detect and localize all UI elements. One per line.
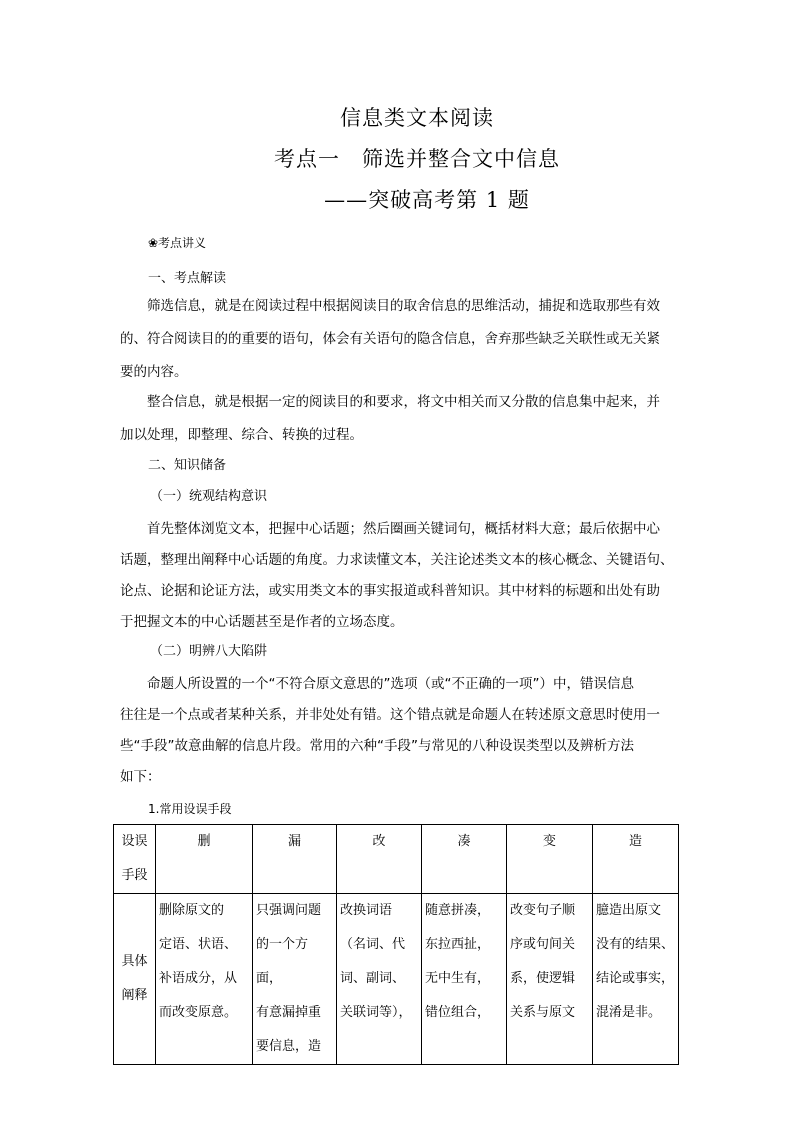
row-label: 具体 阐释 — [114, 894, 156, 1065]
table-cell: 改换词语 （名词、代 词、副词、 关联词等）， — [337, 894, 422, 1065]
subsection-heading: （一）统观结构意识 — [150, 489, 268, 504]
lecture-label: ❀考点讲义 — [148, 236, 207, 250]
subsection-heading: （二）明辨八大陷阱 — [150, 644, 268, 659]
paragraph-line: 加以处理，即整理、综合、转换的过程。 — [120, 427, 363, 443]
table-row — [114, 894, 679, 1065]
paragraph-line: 筛选信息，就是在阅读过程中根据阅读目的取舍信息的思维活动，捕捉和选取那些有效 — [120, 298, 660, 314]
column-header: 删 — [156, 825, 253, 894]
paragraph-line: 命题人所设置的一个“不符合原文意思的”选项（或“不正确的一项”）中，错误信息 — [120, 676, 634, 692]
table-cell: 只强调问题 的一个方面， 有意漏掉重 要信息，造 — [253, 894, 337, 1065]
paragraph-line: 的、符合阅读目的的重要的语句，体会有关语句的隐含信息，舍弃那些缺乏关联性或无关紧 — [120, 331, 660, 347]
column-header: 凑 — [422, 825, 507, 894]
column-header: 改 — [337, 825, 422, 894]
paragraph-line: 论点、论据和论证方法，或实用类文本的事实报道或科普知识。其中材料的标题和出处有助 — [120, 583, 660, 599]
table-caption: 1.常用设误手段 — [148, 802, 232, 816]
paragraph-line: 要的内容。 — [120, 364, 188, 380]
error-methods-table — [113, 824, 679, 1065]
section-1-heading: 一、考点解读 — [148, 271, 227, 286]
column-header: 造 — [593, 825, 679, 894]
column-header: 漏 — [253, 825, 337, 894]
paragraph-line: 往往是一个点或者某种关系，并非处处有错。这个错点就是命题人在转述原文意思时使用一 — [120, 707, 660, 723]
paragraph-line: 首先整体浏览文本，把握中心话题；然后圈画关键词句，概括材料大意；最后依据中心 — [120, 521, 660, 537]
table-cell: 臆造出原文 没有的结果、 结论或事实， 混淆是非。 — [593, 894, 679, 1065]
column-header: 变 — [507, 825, 593, 894]
document-title: 信息类文本阅读 — [340, 106, 494, 130]
table-cell: 随意拼凑， 东拉西扯， 无中生有， 错位组合， — [422, 894, 507, 1065]
paragraph-line: 如下： — [120, 769, 161, 785]
paragraph-line: 整合信息，就是根据一定的阅读目的和要求，将文中相关而又分散的信息集中起来，并 — [120, 394, 660, 410]
table-cell: 改变句子顺 序或句间关 系，使逻辑 关系与原文 — [507, 894, 593, 1065]
section-2-heading: 二、知识储备 — [148, 458, 227, 473]
paragraph-line: 些“手段”故意曲解的信息片段。常用的六种“手段”与常见的八种设误类型以及辨析方法 — [120, 738, 634, 754]
document-subtitle: 考点一 筛选并整合文中信息 — [274, 147, 560, 171]
row-label: 设误 手段 — [114, 825, 156, 894]
table-cell: 删除原文的 定语、状语、 补语成分，从 而改变原意。 — [156, 894, 253, 1065]
table-row — [114, 825, 679, 894]
document-subsubtitle: ——突破高考第 1 题 — [324, 188, 530, 212]
paragraph-line: 于把握文本的中心话题甚至是作者的立场态度。 — [120, 614, 404, 630]
paragraph-line: 话题，整理出阐释中心话题的角度。力求读懂文本，关注论述类文本的核心概念、关键语句、 — [120, 552, 674, 568]
